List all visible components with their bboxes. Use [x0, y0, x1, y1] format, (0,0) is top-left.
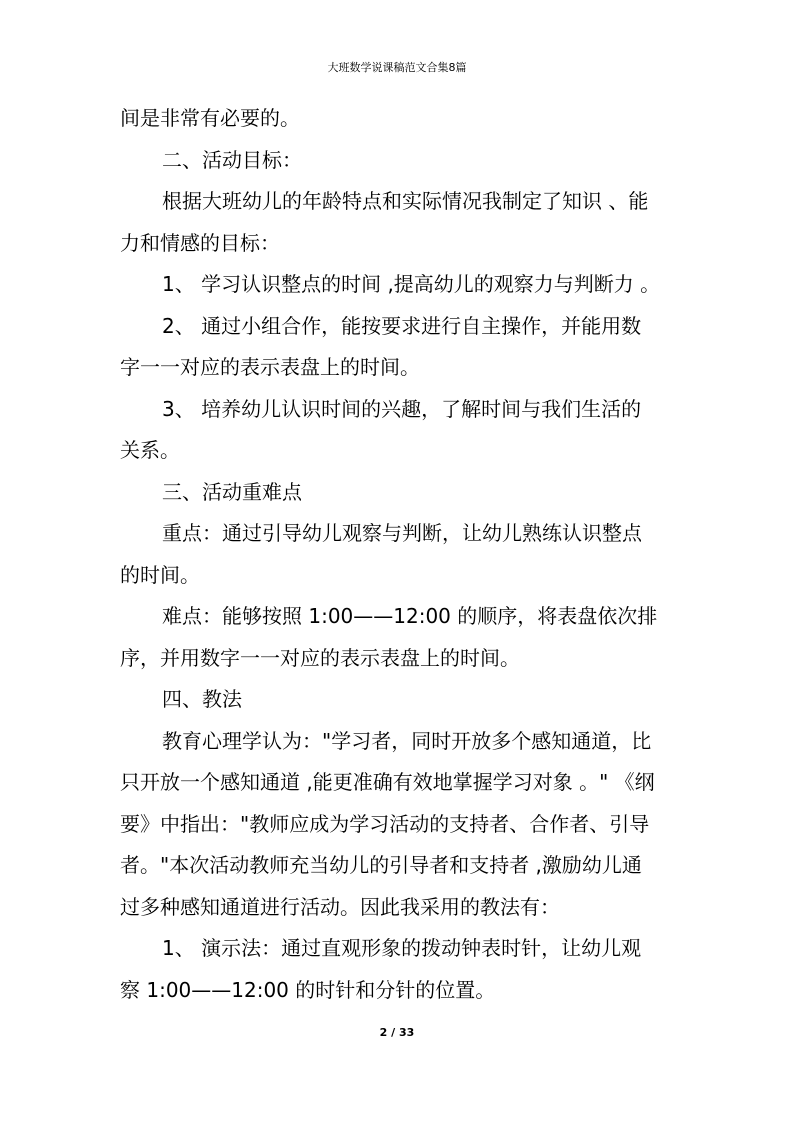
paragraph-line: 只开放一个感知通道 ,能更准确有效地掌握学习对象 。" 《纲	[120, 770, 655, 794]
paragraph-line: 间是非常有必要的。	[120, 106, 300, 130]
paragraph-line: 字一一对应的表示表盘上的时间。	[120, 355, 420, 379]
document-body	[120, 98, 675, 1011]
paragraph-line: 的时间。	[120, 562, 200, 587]
paragraph-line: 四、教法	[162, 687, 242, 711]
paragraph-line: 关系。	[120, 438, 180, 462]
paragraph-line: 难点：能够按照 1:00——12:00 的顺序，将表盘依次排	[162, 604, 658, 628]
running-header: 大班数学说课稿范文合集8篇	[327, 61, 467, 74]
page-number: 2 / 33	[379, 1026, 415, 1039]
paragraph-line: 2、 通过小组合作，能按要求进行自主操作，并能用数	[162, 313, 642, 338]
paragraph-line: 序，并用数字一一对应的表示表盘上的时间。	[120, 645, 520, 670]
paragraph-line: 1、 演示法：通过直观形象的拨动钟表时针，让幼儿观	[162, 936, 642, 960]
paragraph-line: 三、活动重难点	[162, 479, 302, 504]
paragraph-line: 力和情感的目标：	[120, 230, 280, 255]
paragraph-line: 二、活动目标：	[162, 147, 302, 172]
paragraph-line: 1、 学习认识整点的时间 ,提高幼儿的观察力与判断力 。	[162, 272, 661, 296]
paragraph-line: 根据大班幼儿的年龄特点和实际情况我制定了知识 、能	[162, 189, 649, 213]
paragraph-line: 3、 培养幼儿认识时间的兴趣，了解时间与我们生活的	[162, 396, 642, 421]
paragraph-line: 要》中指出："教师应成为学习活动的支持者、合作者、引导	[120, 811, 650, 836]
paragraph-line: 过多种感知通道进行活动。因此我采用的教法有：	[120, 894, 560, 919]
paragraph-line: 教育心理学认为："学习者，同时开放多个感知通道，比	[162, 728, 652, 753]
paragraph-line: 察 1:00——12:00 的时针和分针的位置。	[120, 977, 496, 1002]
paragraph-line: 重点：通过引导幼儿观察与判断，让幼儿熟练认识整点	[162, 521, 642, 545]
paragraph-line: 者。"本次活动教师充当幼儿的引导者和支持者 ,激励幼儿通	[120, 853, 642, 877]
